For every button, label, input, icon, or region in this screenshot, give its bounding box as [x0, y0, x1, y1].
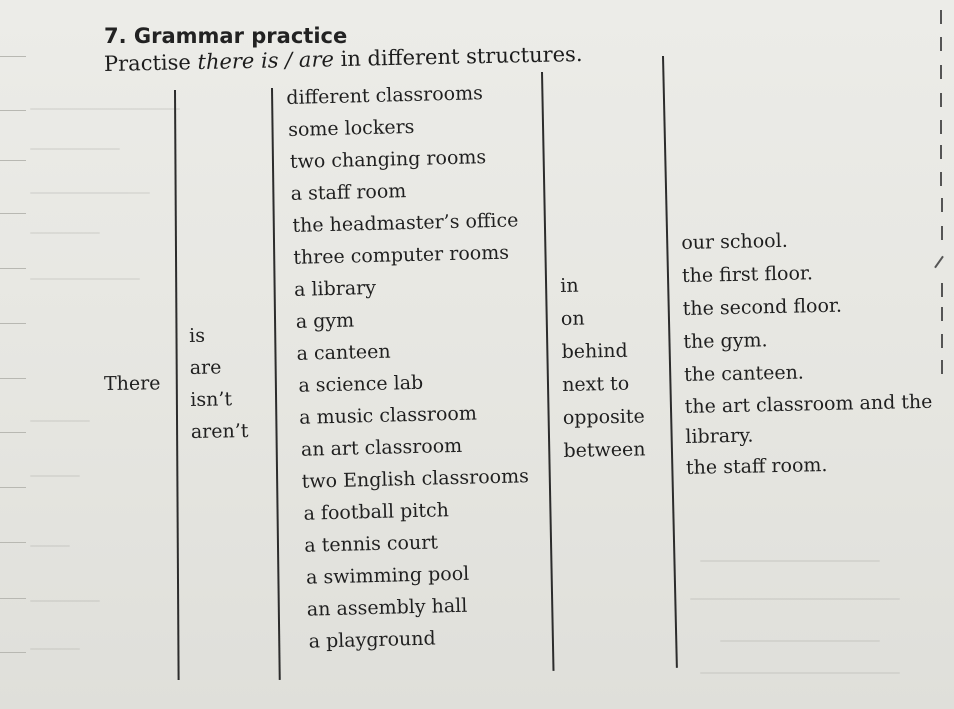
verb-isnt: isn’t: [190, 388, 233, 411]
place-item: the staff room.: [685, 453, 828, 479]
column-divider-4: [662, 56, 678, 668]
preposition-item: behind: [561, 339, 628, 363]
preposition-column: [560, 268, 646, 468]
place-item: our school.: [681, 229, 788, 254]
verb-arent: aren’t: [190, 419, 249, 443]
column-divider-3: [541, 72, 554, 671]
place-item-continuation: library.: [685, 424, 754, 448]
noun-item: a tennis court: [304, 531, 439, 557]
noun-item: some lockers: [287, 115, 415, 141]
noun-item: an assembly hall: [306, 594, 468, 621]
place-item: the art classroom and the: [684, 390, 933, 418]
noun-item: an art classroom: [300, 434, 463, 461]
noun-item: a gym: [295, 309, 355, 333]
column-divider-1: [174, 90, 180, 680]
instruction-end: in different structures.: [333, 41, 583, 72]
verb-are: are: [189, 356, 222, 380]
noun-column: [286, 76, 533, 658]
noun-item: two English classrooms: [301, 465, 530, 493]
noun-item: three computer rooms: [293, 241, 510, 269]
noun-item: the headmaster’s office: [292, 209, 519, 237]
place-item: the canteen.: [683, 361, 805, 386]
noun-item: a football pitch: [303, 499, 450, 525]
place-item: the second floor.: [682, 294, 843, 320]
preposition-item: next to: [561, 372, 630, 396]
preposition-item: opposite: [562, 405, 645, 429]
place-item: the gym.: [683, 329, 768, 353]
subject-there: There: [103, 372, 161, 395]
noun-item: different classrooms: [286, 82, 484, 109]
column-divider-2: [271, 88, 281, 680]
noun-item: a science lab: [298, 371, 424, 397]
noun-item: a playground: [308, 627, 436, 653]
preposition-item: in: [560, 274, 579, 297]
subject-column: [104, 367, 161, 400]
preposition-item: between: [563, 438, 646, 462]
place-item: the first floor.: [681, 262, 814, 287]
instruction-italic: there is / are: [197, 47, 335, 75]
noun-item: a swimming pool: [305, 562, 470, 589]
noun-item: two changing rooms: [289, 146, 487, 173]
exercise-heading: 7. Grammar practice: [104, 24, 348, 48]
place-column: [681, 222, 934, 485]
verb-is: is: [188, 324, 206, 348]
noun-item: a staff room: [290, 180, 407, 205]
noun-item: a library: [293, 276, 377, 301]
noun-item: a canteen: [296, 340, 391, 365]
verb-column: [189, 319, 249, 448]
noun-item: a music classroom: [298, 402, 478, 429]
instruction-start: Practise: [103, 50, 198, 76]
preposition-item: on: [560, 307, 585, 330]
left-edge-marks: [0, 0, 28, 709]
